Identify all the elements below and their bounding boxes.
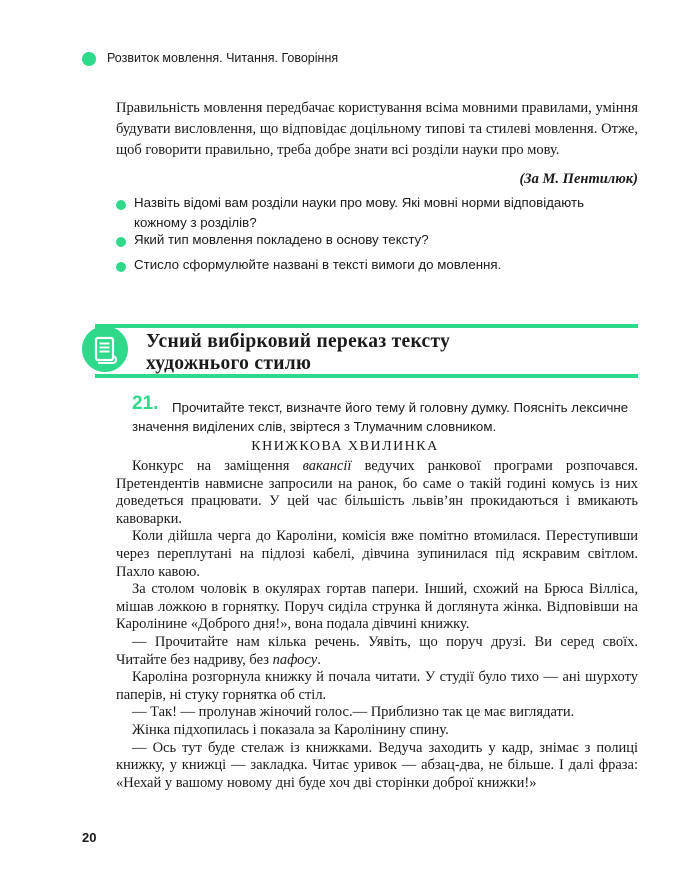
section-title-line-1: Усний вибірковий переказ тексту: [146, 331, 451, 352]
story-paragraph: За столом чоловік в окулярах гортав папери. Інший, схожий на Брюса Вілліса, мішав ложкою в горнятку. Поруч сиділа струнка й доглянута жінка. Відповівши на Каролінине «Доброго дня!», вона подала дівчині книжку.: [116, 581, 638, 633]
question-bullet: [116, 200, 126, 210]
scroll-document-icon: [82, 326, 128, 372]
story-paragraph: — Ось тут буде стелаж із книжками. Ведуча заходить у кадр, знімає з полиці книжку, у книжці — закладка. Читає уривок — абзац-два, не більше. І далі фраза: «Нехай у вашому новому дні буде хоч дві сторінки доброї книжки!»: [116, 739, 638, 791]
task-instructions: Прочитайте текст, визначте його тему й головну думку. Поясніть лексичне значення виділених слів, звіртеся з Тлумачним словником.: [132, 400, 629, 434]
story-paragraph: Кароліна розгорнула книжку й почала читати. У студії було тихо — ані шурхоту паперів, ні стуку горнятка об стіл.: [116, 669, 638, 703]
question-bullet: [116, 262, 126, 272]
story-paragraph: — Так! — пролунав жіночий голос.— Приблизно так це має виглядати.: [132, 704, 575, 721]
highlighted-word: вакансії: [302, 458, 352, 474]
story-paragraph: Коли дійшла черга до Кароліни, комісія вже помітно втомилася. Переступивши через переплутані на підлозі кабелі, дівчина зупинилася під яскравим світлом. Пахло кавою.: [116, 528, 638, 580]
story-text-run: Конкурс на заміщення: [132, 458, 303, 474]
question-bullet: [116, 237, 126, 247]
section-title: [146, 331, 450, 375]
attribution: (За М. Пентилюк): [519, 171, 638, 187]
story-paragraph: [116, 634, 638, 669]
story-paragraph: Жінка підхопилась і показала за Каролінину спину.: [132, 721, 449, 738]
story-text-run: ведучих ранкової програми розпочався. Претендентів навмисне запросили на ранок, бо саме о такій годині комусь із них доведеться працювати. У цей час більшість львів’ян прокидаються і вмикають кавоварки.: [116, 458, 638, 527]
running-head-bullet: [82, 52, 96, 66]
story-text-run: .: [317, 651, 321, 668]
story-heading: КНИЖКОВА ХВИЛИНКА: [251, 439, 439, 454]
section-icon-badge: [82, 326, 128, 372]
section-title-line-2: художнього стилю: [146, 353, 312, 374]
intro-paragraph: Правильність мовлення передбачає користування всіма мовними правилами, уміння будувати висловлення, що відповідає доцільному типові та стилеві мовлення. Отже, щоб говорити правильно, треба добре знати всі розділи науки про мову.: [116, 100, 638, 158]
question-item: Який тип мовлення покладено в основу тексту?: [134, 232, 429, 247]
story-text: [116, 458, 638, 792]
page-number: 20: [82, 830, 97, 845]
story-text-run: — Прочитайте нам кілька речень. Уявіть, що поруч друзі. Ви серед своїх. Читайте без надриву, без: [116, 633, 638, 668]
task-number: 21.: [132, 393, 159, 414]
story-paragraph: [116, 458, 638, 528]
question-item: Назвіть відомі вам розділи науки про мову. Які мовні норми відповідають кожному з розділів?: [134, 195, 584, 230]
running-head: Розвиток мовлення. Читання. Говоріння: [107, 51, 339, 65]
highlighted-word: пафосу: [272, 651, 318, 668]
section-banner-top-rule: [95, 324, 638, 328]
question-item: Стисло сформулюйте названі в тексті вимоги до мовлення.: [134, 257, 502, 272]
